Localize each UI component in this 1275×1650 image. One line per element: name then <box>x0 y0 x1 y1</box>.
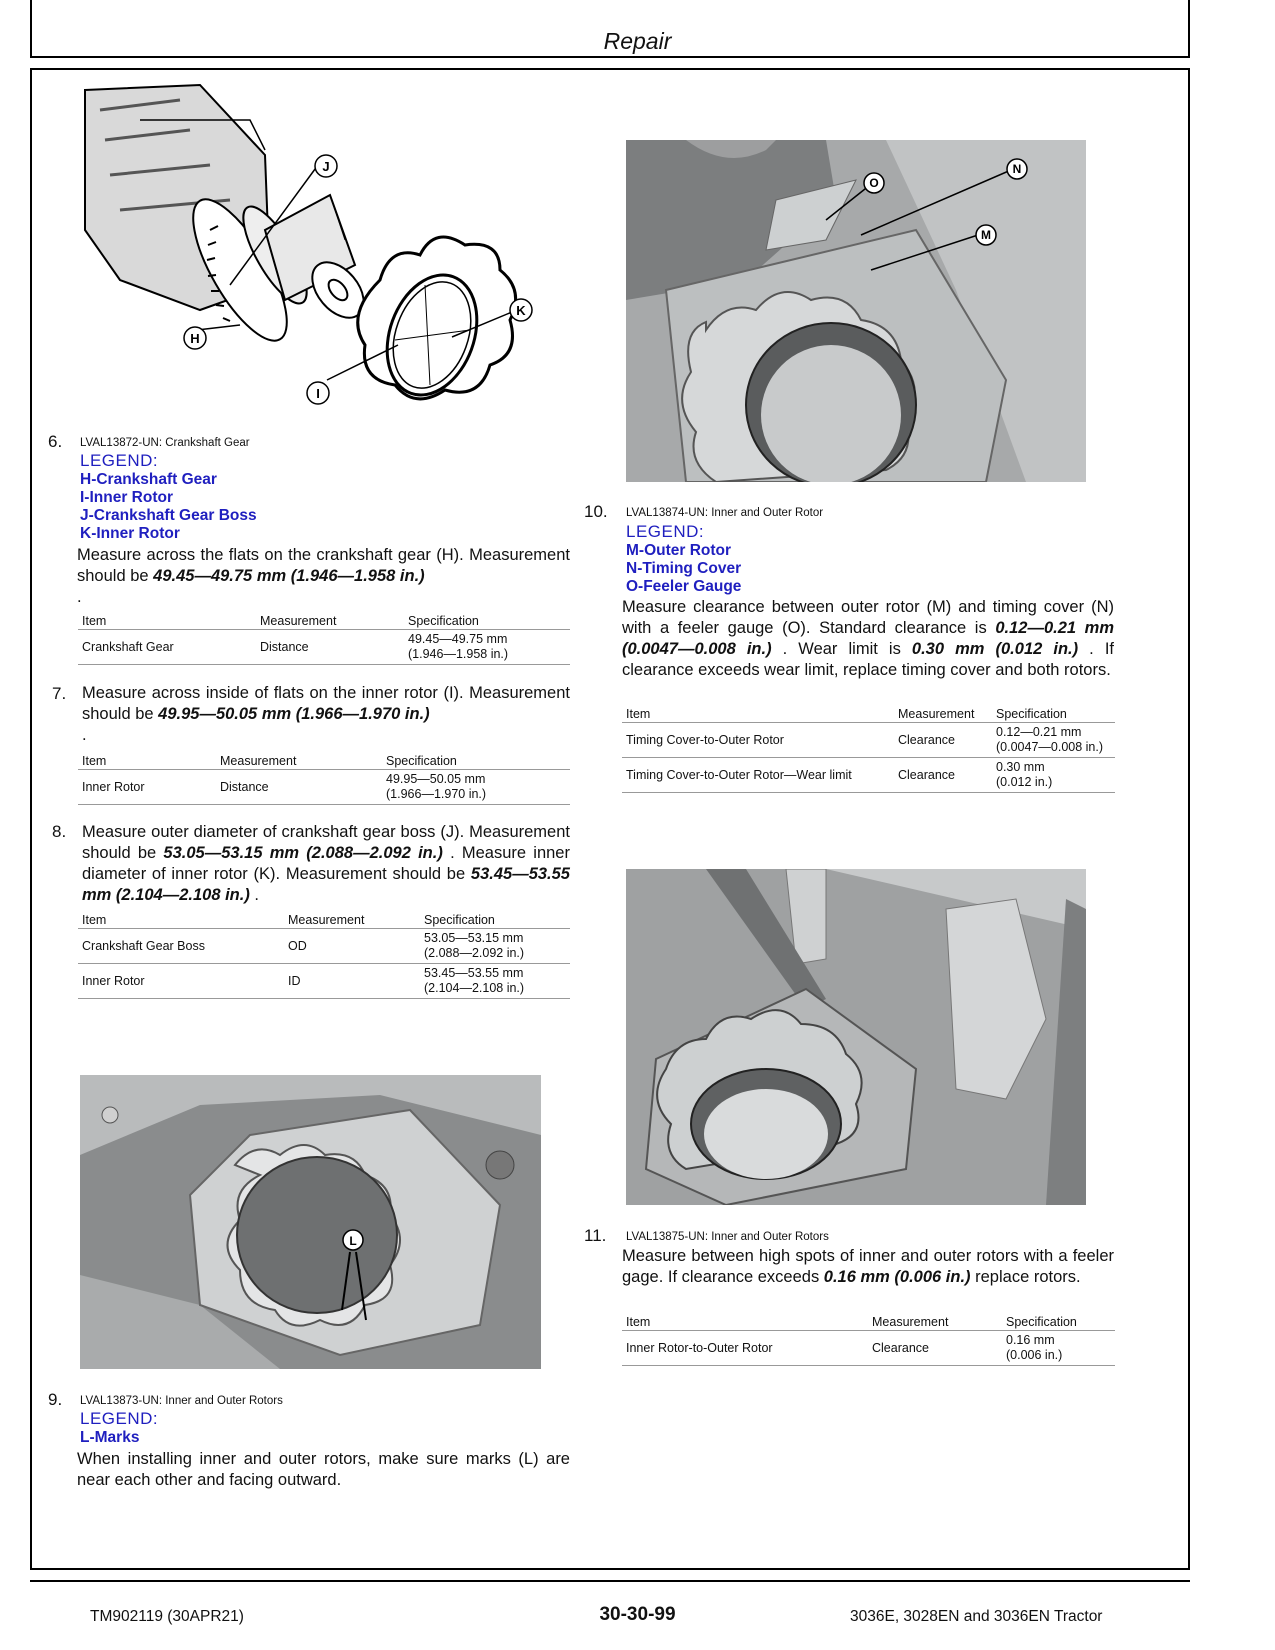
table-row: Crankshaft Gear Distance 49.45—49.75 mm (1.946—1.958 in.) <box>78 630 570 665</box>
table-row: Inner Rotor ID 53.45—53.55 mm (2.104—2.108 in.) <box>78 964 570 999</box>
callout-n: N <box>1012 162 1022 176</box>
callout-m: M <box>981 228 991 242</box>
callout-k: K <box>516 303 526 318</box>
page-title: Repair <box>603 28 672 54</box>
table-row: Inner Rotor Distance 49.95—50.05 mm (1.966—1.970 in.) <box>78 770 570 805</box>
step-number: 6. <box>48 432 63 451</box>
legend-title: LEGEND: <box>80 451 159 470</box>
footer-doc-id: TM902119 (30APR21) <box>90 1608 244 1625</box>
legend-item: M-Outer Rotor <box>626 542 732 559</box>
step-number: 9. <box>48 1390 63 1409</box>
figure-caption: LVAL13874-UN: Inner and Outer Rotor <box>626 507 824 519</box>
footer-page-number: 30-30-99 <box>599 1604 676 1625</box>
spec-table: Item Measurement Specification Crankshaft Gear Boss OD 53.05—53.15 mm (2.088—2.092 in.) Inner Rotor ID 53.45—53.55 mm (2.104—2.108 in.) <box>78 911 570 999</box>
step-number: 7. <box>52 684 67 703</box>
legend-item: O-Feeler Gauge <box>626 578 742 595</box>
callout-i: I <box>316 386 320 401</box>
instruction-text: Measure between high spots of inner and outer rotors with a feeler gage. If clearance exceeds 0.16 mm (0.006 in.) replace rotors. <box>622 1247 1114 1286</box>
table-row: Timing Cover-to-Outer Rotor—Wear limit Clearance 0.30 mm (0.012 in.) <box>622 758 1115 793</box>
callout-o: O <box>869 176 879 190</box>
crankshaft-gear-drawing <box>80 80 560 410</box>
legend-item: N-Timing Cover <box>626 560 742 577</box>
step-number: 8. <box>52 822 67 841</box>
instruction-text: Measure across inside of flats on the inner rotor (I). Measurement should be 49.95—50.05 mm (1.966—1.970 in.) . <box>82 684 570 744</box>
footer-rule <box>30 1580 1190 1582</box>
spec-table: Item Measurement Specification Crankshaft Gear Distance 49.45—49.75 mm (1.946—1.958 in.) <box>78 612 570 665</box>
callout-j: J <box>322 159 330 174</box>
legend <box>80 451 257 543</box>
table-row: Timing Cover-to-Outer Rotor Clearance 0.12—0.21 mm (0.0047—0.008 in.) <box>622 723 1115 758</box>
legend <box>80 1409 158 1447</box>
table-row: Inner Rotor-to-Outer Rotor Clearance 0.16 mm (0.006 in.) <box>622 1331 1115 1366</box>
instruction-text: Measure clearance between outer rotor (M) and timing cover (N) with a feeler gauge (O). Standard clearance is 0.12—0.21 mm (0.0047—0.008 in.) . Wear limit is 0.30 mm (0.012 in.) . If clearance exceeds wear limit, replace timing cover and both rotors. <box>622 598 1115 679</box>
legend-item: L-Marks <box>80 1429 140 1446</box>
legend-item: H-Crankshaft Gear <box>80 471 217 488</box>
figure-caption: LVAL13873-UN: Inner and Outer Rotors <box>80 1395 283 1407</box>
step-number: 10. <box>584 502 608 521</box>
legend-item: J-Crankshaft Gear Boss <box>80 507 257 524</box>
spec-table: Item Measurement Specification Inner Rotor-to-Outer Rotor Clearance 0.16 mm (0.006 in.) <box>622 1313 1115 1366</box>
footer-model: 3036E, 3028EN and 3036EN Tractor <box>850 1608 1103 1625</box>
feeler-gauge-photo <box>626 140 1086 482</box>
instruction-text: Measure outer diameter of crankshaft gear boss (J). Measurement should be 53.05—53.15 mm (2.088—2.092 in.) . Measure inner diameter of inner rotor (K). Measurement should be 53.45—53.55 mm (2.104—2.108 in.) . <box>82 823 570 904</box>
rotor-marks-photo <box>80 1075 541 1369</box>
callout-l: L <box>349 1234 357 1248</box>
legend-title: LEGEND: <box>626 522 705 541</box>
figure-caption: LVAL13872-UN: Crankshaft Gear <box>80 437 250 449</box>
step-number: 11. <box>584 1226 607 1245</box>
instruction-text: Measure across the flats on the crankshaft gear (H). Measurement should be 49.45—49.75 mm (1.946—1.958 in.) . <box>77 546 570 606</box>
spec-table: Item Measurement Specification Inner Rotor Distance 49.95—50.05 mm (1.966—1.970 in.) <box>78 752 570 805</box>
callout-h: H <box>190 331 200 346</box>
spec-table: Item Measurement Specification Timing Cover-to-Outer Rotor Clearance 0.12—0.21 mm (0.0047—0.008 in.) Timing Cover-to-Outer Rotor—Wear limit Clearance 0.30 mm (0.012 in.) <box>622 705 1115 793</box>
legend <box>626 522 741 596</box>
legend-title: LEGEND: <box>80 1409 159 1428</box>
legend-item: I-Inner Rotor <box>80 489 173 506</box>
instruction-text: When installing inner and outer rotors, make sure marks (L) are near each other and facing outward. <box>77 1450 570 1489</box>
table-row: Crankshaft Gear Boss OD 53.05—53.15 mm (2.088—2.092 in.) <box>78 929 570 964</box>
rotor-clearance-photo <box>626 869 1086 1205</box>
legend-item: K-Inner Rotor <box>80 525 180 542</box>
figure-caption: LVAL13875-UN: Inner and Outer Rotors <box>626 1231 829 1243</box>
